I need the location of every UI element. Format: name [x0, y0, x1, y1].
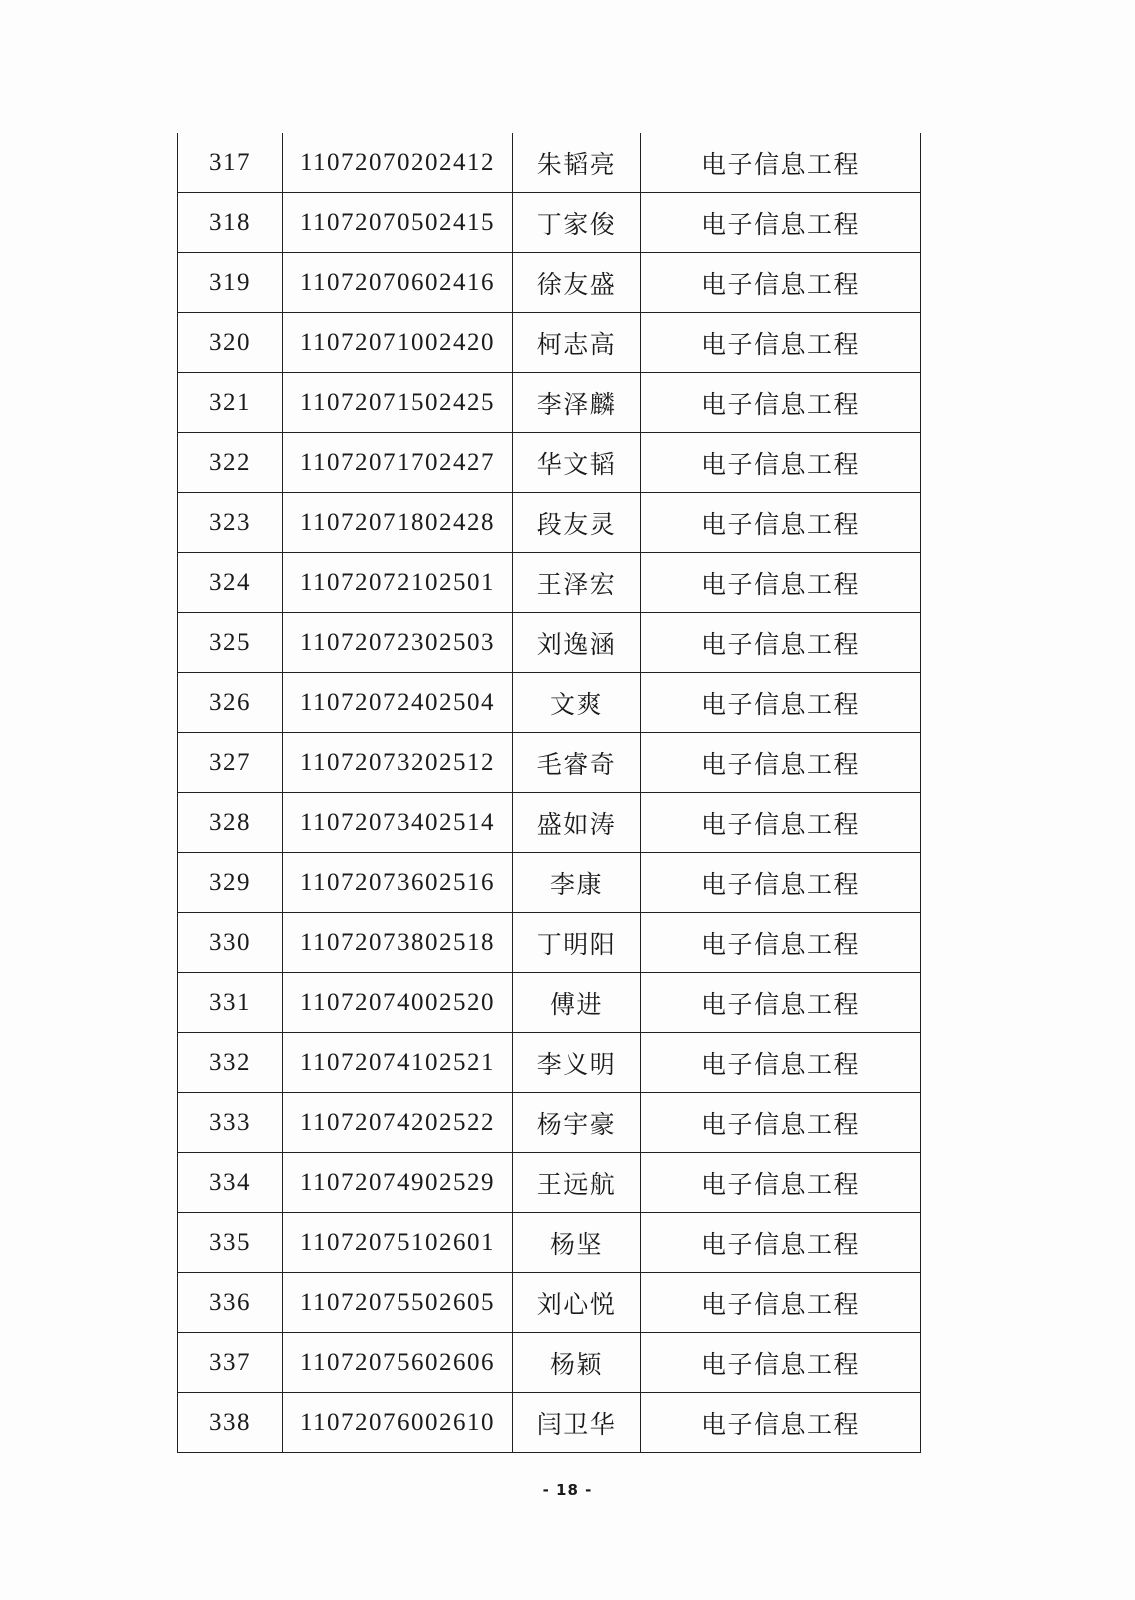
table-row — [178, 433, 921, 493]
row-number: 326 — [178, 673, 283, 733]
row-number: 334 — [178, 1153, 283, 1213]
major: 电子信息工程 — [641, 313, 921, 373]
major: 电子信息工程 — [641, 193, 921, 253]
student-name: 盛如涛 — [513, 793, 641, 853]
student-name: 闫卫华 — [513, 1393, 641, 1453]
student-id: 11072073402514 — [283, 793, 513, 853]
student-name: 丁明阳 — [513, 913, 641, 973]
table-row — [178, 493, 921, 553]
major: 电子信息工程 — [641, 673, 921, 733]
row-number: 327 — [178, 733, 283, 793]
row-number: 329 — [178, 853, 283, 913]
row-number: 318 — [178, 193, 283, 253]
student-name: 毛睿奇 — [513, 733, 641, 793]
major: 电子信息工程 — [641, 973, 921, 1033]
major: 电子信息工程 — [641, 913, 921, 973]
student-id: 11072071502425 — [283, 373, 513, 433]
roster-body — [178, 133, 921, 1453]
student-name: 李康 — [513, 853, 641, 913]
table-row — [178, 193, 921, 253]
student-name: 杨坚 — [513, 1213, 641, 1273]
table-row — [178, 1273, 921, 1333]
student-id: 11072070502415 — [283, 193, 513, 253]
table-row — [178, 793, 921, 853]
student-id: 11072071802428 — [283, 493, 513, 553]
table-row — [178, 1393, 921, 1453]
student-name: 王远航 — [513, 1153, 641, 1213]
student-roster-table — [177, 133, 921, 1453]
major: 电子信息工程 — [641, 133, 921, 193]
table-row — [178, 1153, 921, 1213]
student-id: 11072073802518 — [283, 913, 513, 973]
major: 电子信息工程 — [641, 733, 921, 793]
table-row — [178, 553, 921, 613]
student-id: 11072073202512 — [283, 733, 513, 793]
student-id: 11072075502605 — [283, 1273, 513, 1333]
row-number: 322 — [178, 433, 283, 493]
student-id: 11072071702427 — [283, 433, 513, 493]
row-number: 331 — [178, 973, 283, 1033]
table-row — [178, 1093, 921, 1153]
student-name: 李泽麟 — [513, 373, 641, 433]
table-row — [178, 313, 921, 373]
major: 电子信息工程 — [641, 253, 921, 313]
student-id: 11072073602516 — [283, 853, 513, 913]
student-name: 杨宇豪 — [513, 1093, 641, 1153]
table-row — [178, 913, 921, 973]
table-row — [178, 373, 921, 433]
major: 电子信息工程 — [641, 433, 921, 493]
student-id: 11072071002420 — [283, 313, 513, 373]
major: 电子信息工程 — [641, 1093, 921, 1153]
student-id: 11072075602606 — [283, 1333, 513, 1393]
row-number: 320 — [178, 313, 283, 373]
student-name: 柯志高 — [513, 313, 641, 373]
student-name: 王泽宏 — [513, 553, 641, 613]
major: 电子信息工程 — [641, 1393, 921, 1453]
student-id: 11072074902529 — [283, 1153, 513, 1213]
table-row — [178, 1213, 921, 1273]
row-number: 319 — [178, 253, 283, 313]
row-number: 332 — [178, 1033, 283, 1093]
major: 电子信息工程 — [641, 1153, 921, 1213]
row-number: 338 — [178, 1393, 283, 1453]
student-id: 11072072402504 — [283, 673, 513, 733]
row-number: 323 — [178, 493, 283, 553]
table-row — [178, 1033, 921, 1093]
table-row — [178, 733, 921, 793]
student-name: 刘逸涵 — [513, 613, 641, 673]
table-row — [178, 1333, 921, 1393]
student-name: 段友灵 — [513, 493, 641, 553]
row-number: 328 — [178, 793, 283, 853]
table-row — [178, 673, 921, 733]
table-row — [178, 253, 921, 313]
student-name: 朱韬亮 — [513, 133, 641, 193]
student-name: 丁家俊 — [513, 193, 641, 253]
student-id: 11072072102501 — [283, 553, 513, 613]
row-number: 324 — [178, 553, 283, 613]
student-name: 华文韬 — [513, 433, 641, 493]
major: 电子信息工程 — [641, 1213, 921, 1273]
student-name: 文爽 — [513, 673, 641, 733]
major: 电子信息工程 — [641, 493, 921, 553]
row-number: 321 — [178, 373, 283, 433]
major: 电子信息工程 — [641, 793, 921, 853]
student-id: 11072070202412 — [283, 133, 513, 193]
page-number: - 18 - — [542, 1481, 593, 1499]
table-row — [178, 133, 921, 193]
student-id: 11072076002610 — [283, 1393, 513, 1453]
row-number: 330 — [178, 913, 283, 973]
student-id: 11072074102521 — [283, 1033, 513, 1093]
student-name: 傅进 — [513, 973, 641, 1033]
student-name: 刘心悦 — [513, 1273, 641, 1333]
student-name: 李义明 — [513, 1033, 641, 1093]
major: 电子信息工程 — [641, 1273, 921, 1333]
student-id: 11072070602416 — [283, 253, 513, 313]
student-id: 11072075102601 — [283, 1213, 513, 1273]
major: 电子信息工程 — [641, 1033, 921, 1093]
table-row — [178, 853, 921, 913]
major: 电子信息工程 — [641, 613, 921, 673]
student-id: 11072072302503 — [283, 613, 513, 673]
student-name: 徐友盛 — [513, 253, 641, 313]
student-id: 11072074002520 — [283, 973, 513, 1033]
row-number: 336 — [178, 1273, 283, 1333]
student-name: 杨颖 — [513, 1333, 641, 1393]
major: 电子信息工程 — [641, 1333, 921, 1393]
major: 电子信息工程 — [641, 553, 921, 613]
major: 电子信息工程 — [641, 853, 921, 913]
row-number: 335 — [178, 1213, 283, 1273]
student-id: 11072074202522 — [283, 1093, 513, 1153]
row-number: 337 — [178, 1333, 283, 1393]
row-number: 333 — [178, 1093, 283, 1153]
table-row — [178, 613, 921, 673]
row-number: 317 — [178, 133, 283, 193]
row-number: 325 — [178, 613, 283, 673]
table-row — [178, 973, 921, 1033]
major: 电子信息工程 — [641, 373, 921, 433]
